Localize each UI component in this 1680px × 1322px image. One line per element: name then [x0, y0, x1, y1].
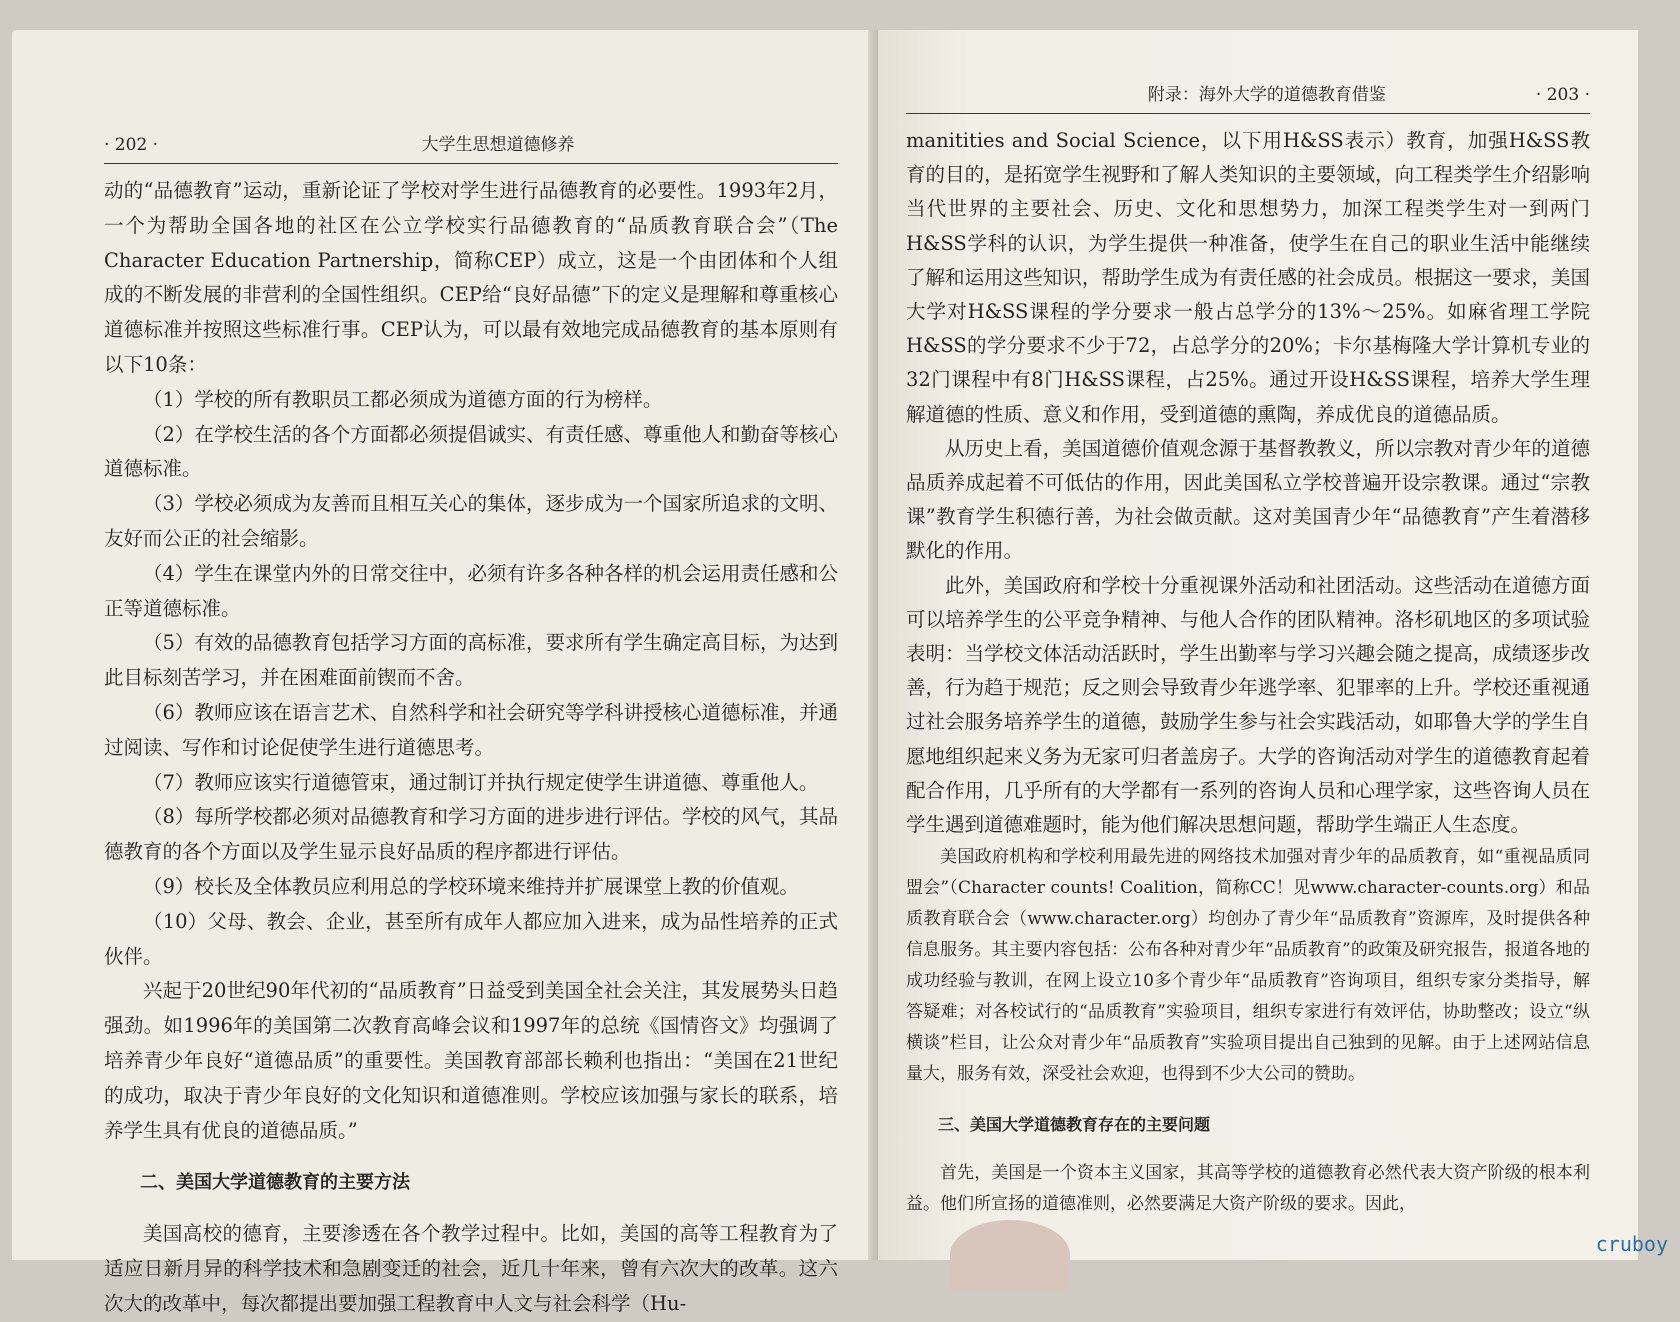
- list-item: （4）学生在课堂内外的日常交往中，必须有许多各种各样的机会运用责任感和公正等道德标准。: [104, 561, 838, 620]
- right-running-title: 附录：海外大学的道德教育借鉴: [1147, 85, 1386, 105]
- list-item: （5）有效的品德教育包括学习方面的高标准，要求所有学生确定高目标，为达到此目标刻苦学习，并在困难面前锲而不舍。: [104, 631, 838, 690]
- list-item: （6）教师应该在语言艺术、自然科学和社会研究等学科讲授核心道德标准，并通过阅读、写作和讨论促使学生进行道德思考。: [104, 700, 838, 759]
- thumb-image: [950, 1220, 1070, 1290]
- right-page-number: · 203 ·: [1535, 85, 1590, 105]
- paragraph: 兴起于20世纪90年代初的“品质教育”日益受到美国全社会关注，其发展势头日趋强劲。如1996年的美国第二次教育高峰会议和1997年的总统《国情咨文》均强调了培养青少年良好“道德品质”的重要性。美国教育部部长赖利也指出：“美国在21世纪的成功，取决于青少年良好的文化知识和道德准则。学校应该加强与家长的联系，培养学生具有优良的道德品质。”: [104, 979, 838, 1142]
- right-running-head: [906, 80, 1590, 114]
- right-body: [906, 124, 1590, 1220]
- list-item: （1）学校的所有教职员工都必须成为道德方面的行为榜样。: [143, 387, 663, 411]
- paragraph: 美国高校的德育，主要渗透在各个教学过程中。比如，美国的高等工程教育为了适应日新月异的科学技术和急剧变迁的社会，近几十年来，曾有六次大的改革。这六次大的改革中，每次都提出要加强工程教育中人文与社会科学（Hu-: [104, 1222, 838, 1315]
- left-page: [12, 30, 878, 1315]
- list-item: （8）每所学校都必须对品德教育和学习方面的进步进行评估。学校的风气，其品德教育的各个方面以及学生显示良好品质的程序都进行评估。: [104, 805, 838, 864]
- list-item: （3）学校必须成为友善而且相互关心的集体，逐步成为一个国家所追求的文明、友好而公正的社会缩影。: [104, 492, 838, 550]
- section-heading: 三、美国大学道德教育存在的主要问题: [938, 1115, 1211, 1135]
- list-item: （10）父母、教会、企业，甚至所有成年人都应加入进来，成为品性培养的正式伙伴。: [104, 909, 838, 968]
- list-item: （2）在学校生活的各个方面都必须提倡诚实、有责任感、尊重他人和勤奋等核心道德标准。: [104, 422, 838, 481]
- left-page-number: · 202 ·: [104, 135, 159, 155]
- left-running-head: [104, 130, 838, 164]
- paragraph: 美国政府机构和学校利用最先进的网络技术加强对青少年的品质教育，如“重视品质同盟会”（Character counts! Coalition，简称CC！见www.character-counts.org）和品质教育联合会（www.character.org）均创办了青少年“品质教育”资源库，及时提供各种信息服务。其主要内容包括：公布各种对青少年“品质教育”的政策及研究报告，报道各地的成功经验与教训，在网上设立10多个青少年“品质教育”咨询项目，组织专家分类指导，解答疑难；对各校试行的“品质教育”实验项目，组织专家进行有效评估，协助整改；设立“纵横谈”栏目，让公众对青少年“品质教育”实验项目提出自己独到的见解。由于上述网站信息量大，服务有效，深受社会欢迎，也得到不少大公司的赞助。: [906, 847, 1590, 1085]
- right-page: [878, 30, 1638, 1260]
- list-item: （9）校长及全体教员应利用总的学校环境来维持并扩展课堂上教的价值观。: [143, 874, 799, 898]
- section-heading: 二、美国大学道德教育的主要方法: [140, 1172, 410, 1194]
- watermark: cruboy: [1595, 1232, 1668, 1256]
- paragraph: manitities and Social Science，以下用H&SS表示）教育，加强H&SS教育的目的，是拓宽学生视野和了解人类知识的主要领域，向工程类学生介绍影响当代世界的主要社会、历史、文化和思想势力，加深工程类学生对一到两门H&SS学科的认识，为学生提供一种准备，使学生在自己的职业生活中能继续了解和运用这些知识，帮助学生成为有责任感的社会成员。根据这一要求，美国大学对H&SS课程的学分要求一般占总学分的13%～25%。如麻省理工学院H&SS的学分要求不少于72，占总学分的20%；卡尔基梅隆大学计算机专业的32门课程中有8门H&SS课程，占25%。通过开设H&SS课程，培养大学生理解道德的性质、意义和作用，受到道德的熏陶，养成优良的道德品质。: [906, 129, 1590, 426]
- left-body: [104, 174, 838, 1322]
- paragraph: 此外，美国政府和学校十分重视课外活动和社团活动。这些活动在道德方面可以培养学生的公平竞争精神、与他人合作的团队精神。洛杉矶地区的多项试验表明：当学校文体活动活跃时，学生出勤率与学习兴趣会随之提高，成绩逐步改善，行为趋于规范；反之则会导致青少年逃学率、犯罪率的上升。学校还重视通过社会服务培养学生的道德，鼓励学生参与社会实践活动，如耶鲁大学的学生自愿地组织起来义务为无家可归者盖房子。大学的咨询活动对学生的道德教育起着配合作用，几乎所有的大学都有一系列的咨询人员和心理学家，这些咨询人员在学生遇到道德难题时，能为他们解决思想问题，帮助学生端正人生态度。: [906, 573, 1590, 837]
- paragraph: 首先，美国是一个资本主义国家，其高等学校的道德教育必然代表大资产阶级的根本利益。他们所宣扬的道德准则，必然要满足大资产阶级的要求。因此，: [906, 1163, 1590, 1215]
- list-item: （7）教师应该实行道德管束，通过制订并执行规定使学生讲道德、尊重他人。: [143, 770, 819, 794]
- paragraph: 动的“品德教育”运动，重新论证了学校对学生进行品德教育的必要性。1993年2月，一个为帮助全国各地的社区在公立学校实行品德教育的“品质教育联合会”（The Character Education Partnership，简称CEP）成立，这是一个由团体和个人组成的不断发展的非营利的全国性组织。CEP给“良好品德”下的定义是理解和尊重核心道德标准并按照这些标准行事。CEP认为，可以最有效地完成品德教育的基本原则有以下10条：: [104, 179, 838, 376]
- paragraph: 从历史上看，美国道德价值观念源于基督教教义，所以宗教对青少年的道德品质养成起着不可低估的作用，因此美国私立学校普遍开设宗教课。通过“宗教课”教育学生积德行善，为社会做贡献。这对美国青少年“品德教育”产生着潜移默化的作用。: [906, 436, 1590, 563]
- left-running-title: 大学生思想道德修养: [421, 135, 575, 155]
